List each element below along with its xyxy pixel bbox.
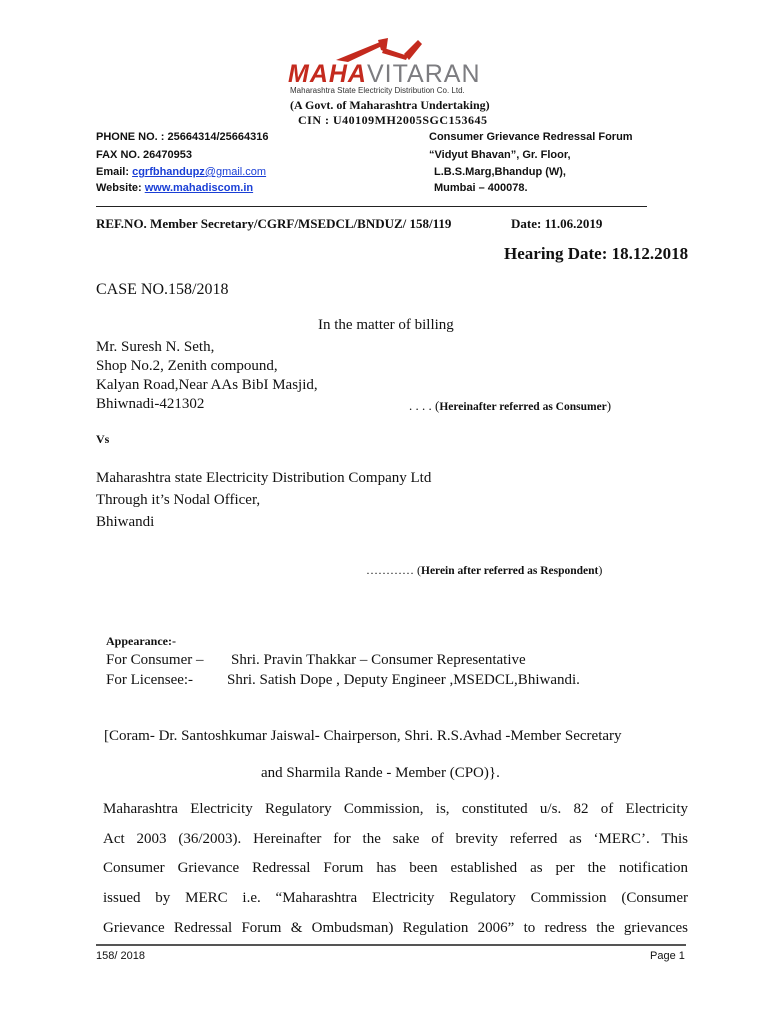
consumer-address-line-1: Shop No.2, Zenith compound, — [96, 358, 278, 374]
website-line — [96, 182, 253, 194]
footer-page-number: Page 1 — [650, 950, 685, 962]
logo-maha-text: MAHA — [288, 60, 367, 88]
cin-line: CIN : U40109MH2005SGC153645 — [298, 113, 488, 127]
respondent-note: ………… (Herein after referred as Respondent) — [366, 563, 603, 577]
appearance-consumer-label: For Consumer – — [106, 652, 204, 668]
email-link[interactable]: cgrfbhandupz@gmail.com — [132, 166, 267, 178]
consumer-address-line-3: Bhiwnadi-421302 — [96, 396, 205, 412]
address-line-3: Mumbai – 400078. — [434, 182, 528, 194]
coram-line-2: and Sharmila Rande - Member (CPO)}. — [261, 765, 500, 781]
footer-divider — [96, 944, 686, 946]
website-label: Website: — [96, 182, 145, 194]
reference-date: Date: 11.06.2019 — [511, 216, 603, 231]
coram-line-1: [Coram- Dr. Santoshkumar Jaiswal- Chairperson, Shri. R.S.Avhad -Member Secretary — [104, 728, 622, 744]
phone-number: PHONE NO. : 25664314/25664316 — [96, 131, 269, 143]
respondent-line-2: Through it’s Nodal Officer, — [96, 492, 261, 508]
header-divider — [96, 206, 647, 207]
appearance-heading: Appearance:- — [106, 634, 176, 648]
body-paragraph — [103, 795, 688, 944]
body-line: Act 2003 (36/2003). Hereinafter for the sake of brevity referred as ‘MERC’. This — [103, 830, 688, 847]
respondent-name: Maharashtra state Electricity Distribution Company Ltd — [96, 470, 432, 486]
fax-number: FAX NO. 26470953 — [96, 149, 193, 161]
website-link[interactable]: www.mahadiscom.in — [144, 182, 254, 194]
respondent-line-3: Bhiwandi — [96, 514, 155, 530]
email-label: Email: — [96, 166, 133, 178]
appearance-consumer-value: Shri. Pravin Thakkar – Consumer Representative — [231, 652, 526, 668]
logo-tagline: Maharashtra State Electricity Distribution Co. Ltd. — [290, 86, 465, 95]
hearing-date: Hearing Date: 18.12.2018 — [504, 244, 689, 263]
body-line: Grievance Redressal Forum & Ombudsman) Regulation 2006” to redress the grievances — [103, 919, 688, 936]
company-logo — [288, 36, 516, 96]
body-line: Maharashtra Electricity Regulatory Commission, is, constituted u/s. 82 of Electricity — [103, 801, 688, 817]
versus-label: Vs — [96, 432, 110, 446]
email-line — [96, 166, 266, 178]
address-line-1: “Vidyut Bhavan”, Gr. Floor, — [429, 149, 571, 161]
consumer-name: Mr. Suresh N. Seth, — [96, 339, 215, 355]
reference-number: REF.NO. Member Secretary/CGRF/MSEDCL/BNDUZ/ 158/119 — [96, 216, 452, 231]
consumer-note: . . . . (Hereinafter referred as Consumer) — [409, 398, 612, 413]
appearance-licensee-value: Shri. Satish Dope , Deputy Engineer ,MSEDCL,Bhiwandi. — [227, 672, 580, 688]
case-number: CASE NO.158/2018 — [96, 281, 229, 298]
logo-vitaran-text: VITARAN — [367, 60, 481, 88]
matter-title: In the matter of billing — [318, 317, 454, 333]
govt-undertaking-line: (A Govt. of Maharashtra Undertaking) — [290, 98, 490, 112]
forum-name: Consumer Grievance Redressal Forum — [429, 131, 633, 143]
address-line-2: L.B.S.Marg,Bhandup (W), — [434, 166, 566, 178]
appearance-licensee-label: For Licensee:- — [106, 672, 194, 688]
body-line: issued by MERC i.e. “Maharashtra Electricity Regulatory Commission (Consumer — [103, 890, 688, 907]
footer-case-number: 158/ 2018 — [96, 950, 145, 962]
body-line: Consumer Grievance Redressal Forum has been established as per the notification — [103, 860, 688, 877]
consumer-address-line-2: Kalyan Road,Near AAs BibI Masjid, — [96, 377, 318, 393]
